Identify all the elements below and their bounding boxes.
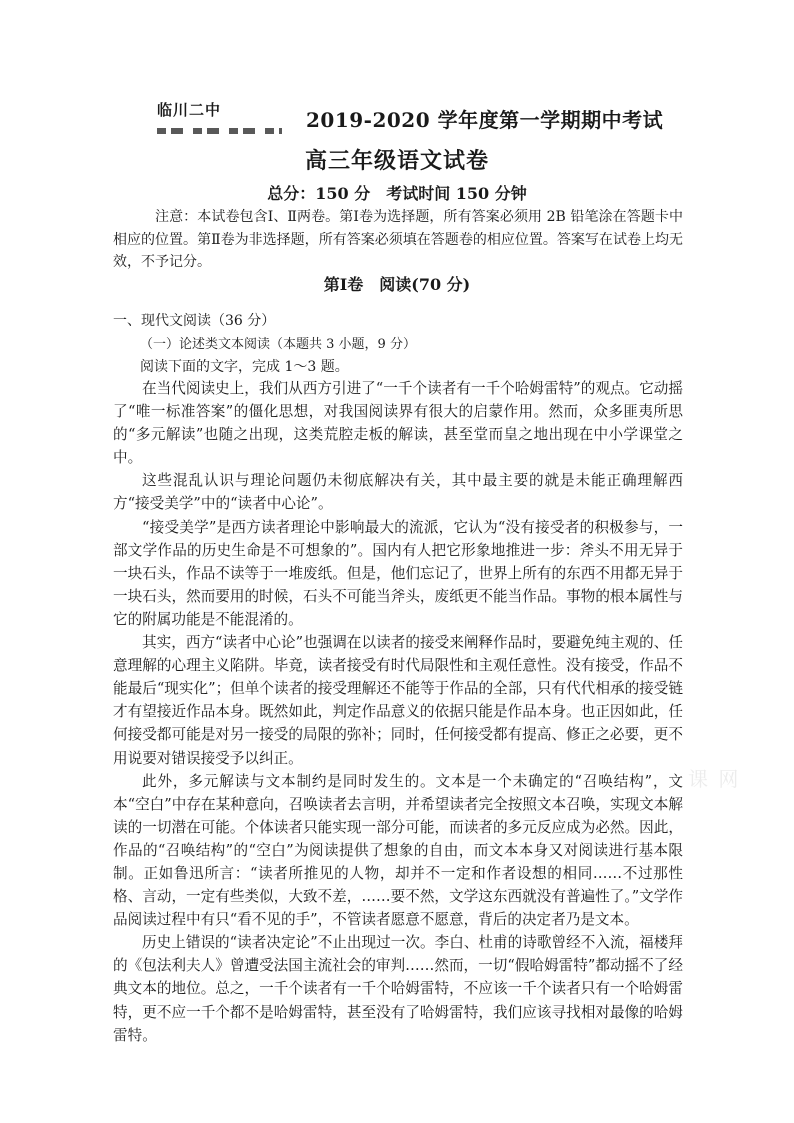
reading-passage [113, 377, 683, 1047]
paper-title: 高三年级语文试卷 [304, 148, 489, 174]
exam-title: 2019-2020 学年度第一学期期中考试 [306, 108, 664, 132]
notice-text: 注意：本试卷包含Ⅰ、Ⅱ两卷。第Ⅰ卷为选择题，所有答案必须用 2B 铅笔涂在答题卡中相应的位置。第Ⅱ卷为非选择题，所有答案必须填在答题卷的相应位置。答案写在试卷上均无效，不予记分。 [113, 209, 683, 271]
passage-paragraph: 历史上错误的“读者决定论”不止出现过一次。李白、杜甫的诗歌曾经不入流，福楼拜的《包法利夫人》曾遭受法国主流社会的审判……然而，一切“假哈姆雷特”都动摇不了经典文本的地位。总之，一千个读者有一千个哈姆雷特，不应该一千个读者只有一个哈姆雷特，更不应一千个都不是哈姆雷特，甚至没有了哈姆雷特，我们应该寻找相对最像的哈姆雷特。 [113, 934, 683, 1044]
school-name: 临川二中 [157, 101, 222, 119]
part-title: 第Ⅰ卷 阅读(70 分) [323, 275, 471, 294]
obscured-header-mark [157, 128, 282, 134]
section-title: 一、现代文阅读（36 分） [113, 313, 276, 329]
watermark: 课 网 [688, 767, 741, 791]
passage-paragraph: 其实，西方“读者中心论”也强调在以读者的接受来阐释作品时，要避免纯主观的、任意理解的心理主义陷阱。毕竟，读者接受有时代局限性和主观任意性。没有接受，作品不能最后“现实化”；但单个读者的接受理解还不能等于作品的全部，只有代代相承的接受链才有望接近作品本身。既然如此，判定作品意义的依据只能是作品本身。也正因如此，任何接受都可能是对另一接受的局限的弥补；同时，任何接受都有提高、修正之必要，更不用说要对错误接受予以纠正。 [113, 634, 683, 767]
passage-paragraph: 这些混乱认识与理论问题仍未彻底解决有关，其中最主要的就是未能正确理解西方“接受美学”中的“读者中心论”。 [113, 472, 683, 513]
subsection-title: （一）论述类文本阅读（本题共 3 小题，9 分） [140, 337, 416, 352]
passage-paragraph: 在当代阅读史上，我们从西方引进了“一千个读者有一千个哈姆雷特”的观点。它动摇了“唯一标准答案”的僵化思想，对我国阅读界有很大的启蒙作用。然而，众多匪夷所思的“多元解读”也随之出现，这类荒腔走板的解读，甚至堂而皇之地出现在中小学课堂之中。 [113, 380, 683, 467]
passage-paragraph: “接受美学”是西方读者理论中影响最大的流派，它认为“没有接受者的积极参与，一部文学作品的历史生命是不可想象的”。国内有人把它形象地推进一步：斧头不用无异于一块石头，作品不读等于一堆废纸。但是，他们忘记了，世界上所有的东西不用都无异于一块石头，然而要用的时候，石头不可能当斧头，废纸更不能当作品。事物的根本属性与它的附属功能是不能混淆的。 [113, 518, 683, 628]
passage-paragraph: 此外，多元解读与文本制约是同时发生的。文本是一个未确定的“召唤结构”，文本“空白”中存在某种意向，召唤读者去言明，并希望读者完全按照文本召唤，实现文本解读的一切潜在可能。个体读者只能实现一部分可能，而读者的多元反应成为必然。因此，作品的“召唤结构”的“空白”为阅读提供了想象的自由，而文本本身又对阅读进行基本限制。正如鲁迅所言：“读者所推见的人物，却并不一定和作者设想的相同……不过那性格、言动，一定有些类似，大致不差，……要不然，文学这东西就没有普遍性了。”文学作品阅读过程中有只“看不见的手”，不管读者愿意不愿意，背后的决定者乃是文本。 [113, 772, 683, 929]
reading-instruction: 阅读下面的文字，完成 1～3 题。 [140, 359, 349, 375]
score-info: 总分：150 分 考试时间 150 分钟 [267, 184, 527, 203]
